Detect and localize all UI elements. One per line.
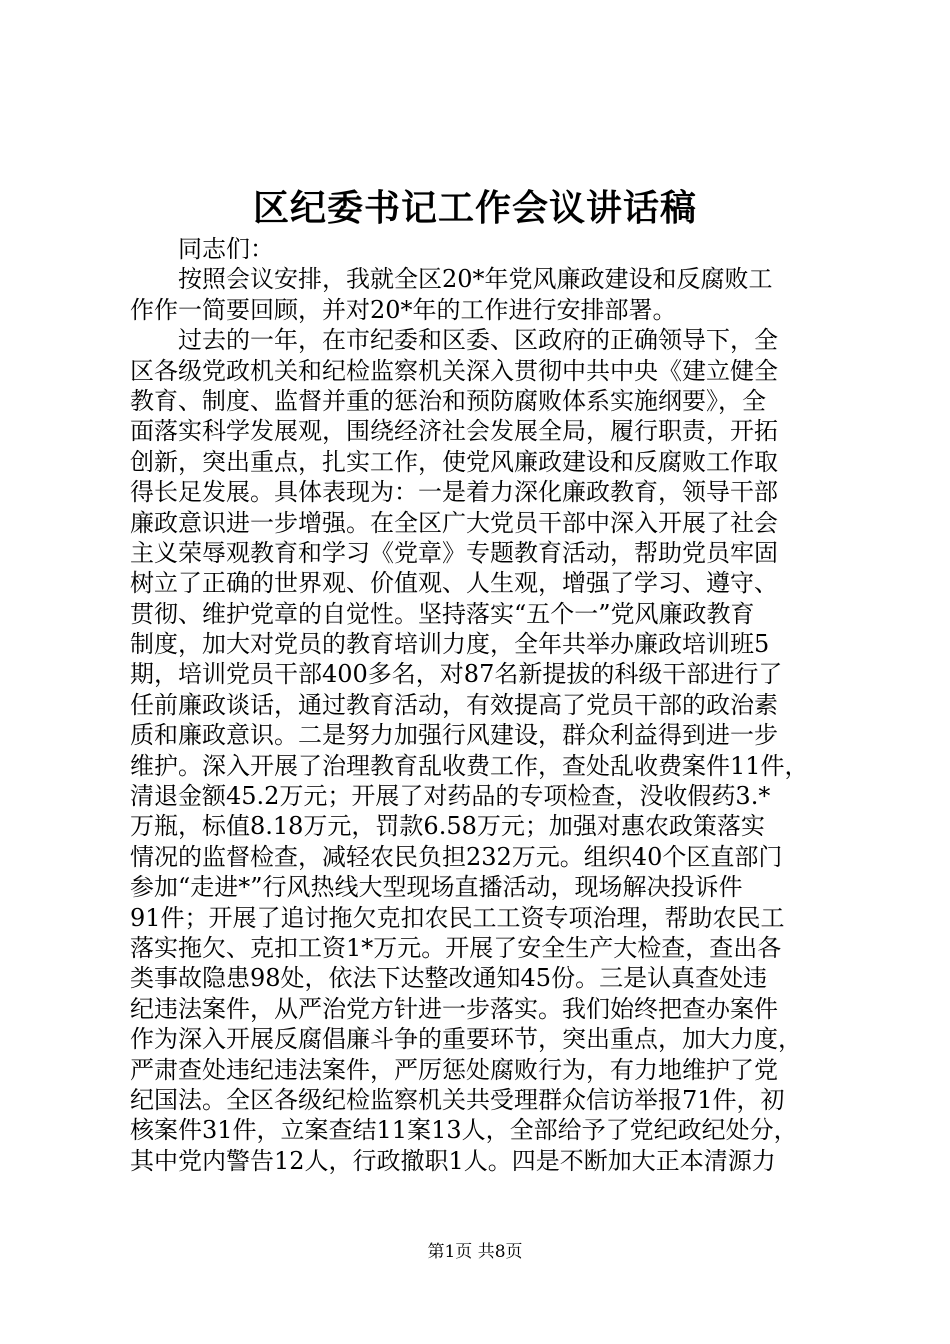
text-line: 其中党内警告12人，行政撤职1人。四是不断加大正本清源力 [130,1146,776,1175]
text-line: 按照会议安排，我就全区20*年党风廉政建设和反腐败工 [178,265,773,294]
text-line: 核案件31件，立案查结11案13人，全部给予了党纪政纪处分， [130,1116,798,1145]
text-line: 作作一简要回顾，并对20*年的工作进行安排部署。 [130,295,677,324]
text-line: 情况的监督检查，减轻农民负担232万元。组织40个区直部门 [130,842,783,871]
text-line: 万瓶，标值8.18万元，罚款6.58万元；加强对惠农政策落实 [130,812,765,841]
text-line: 清退金额45.2万元；开展了对药品的专项检查，没收假药3.* [130,782,771,811]
text-line: 过去的一年，在市纪委和区委、区政府的正确领导下，全 [178,326,778,355]
page-footer: 第1页 共8页 [427,1242,523,1262]
text-line: 作为深入开展反腐倡廉斗争的重要环节，突出重点，加大力度， [130,1025,802,1054]
text-line: 参加“走进*”行风热线大型现场直播活动，现场解决投诉件 [130,873,743,902]
text-line: 维护。深入开展了治理教育乱收费工作，查处乱收费案件11件， [130,751,809,780]
text-line: 创新，突出重点，扎实工作，使党风廉政建设和反腐败工作取 [130,447,778,476]
text-line: 树立了正确的世界观、价值观、人生观，增强了学习、遵守、 [130,569,778,598]
text-line: 质和廉政意识。二是努力加强行风建设，群众利益得到进一步 [130,721,778,750]
text-line: 制度，加大对党员的教育培训力度，全年共举办廉政培训班5 [130,630,770,659]
document-title: 区纪委书记工作会议讲话稿 [252,187,697,229]
text-line: 纪国法。全区各级纪检监察机关共受理群众信访举报71件，初 [130,1085,785,1114]
salutation-line: 同志们： [178,235,274,263]
text-line: 落实拖欠、克扣工资1*万元。开展了安全生产大检查，查出各 [130,933,782,962]
text-line: 面落实科学发展观，围绕经济社会发展全局，履行职责，开拓 [130,417,778,446]
text-line: 类事故隐患98处，依法下达整改通知45份。三是认真查处违 [130,964,768,993]
text-line: 主义荣辱观教育和学习《党章》专题教育活动，帮助党员牢固 [130,538,778,567]
text-line: 廉政意识进一步增强。在全区广大党员干部中深入开展了社会 [130,508,778,537]
text-line: 91件；开展了追讨拖欠克扣农民工工资专项治理，帮助农民工 [130,903,785,932]
document-body [130,234,830,1176]
text-line: 教育、制度、监督并重的惩治和预防腐败体系实施纲要》，全 [130,386,766,415]
text-line: 得长足发展。具体表现为：一是着力深化廉政教育，领导干部 [130,478,778,507]
text-line: 期，培训党员干部400多名，对87名新提拔的科级干部进行了 [130,660,783,689]
text-line: 纪违法案件，从严治党方针进一步落实。我们始终把查办案件 [130,994,778,1023]
text-line: 任前廉政谈话，通过教育活动，有效提高了党员干部的政治素 [130,690,778,719]
text-line: 区各级党政机关和纪检监察机关深入贯彻中共中央《建立健全 [130,356,778,385]
text-line: 严肃查处违纪违法案件，严厉惩处腐败行为，有力地维护了党 [130,1055,778,1084]
text-line: 贯彻、维护党章的自觉性。坚持落实“五个一”党风廉政教育 [130,599,755,628]
